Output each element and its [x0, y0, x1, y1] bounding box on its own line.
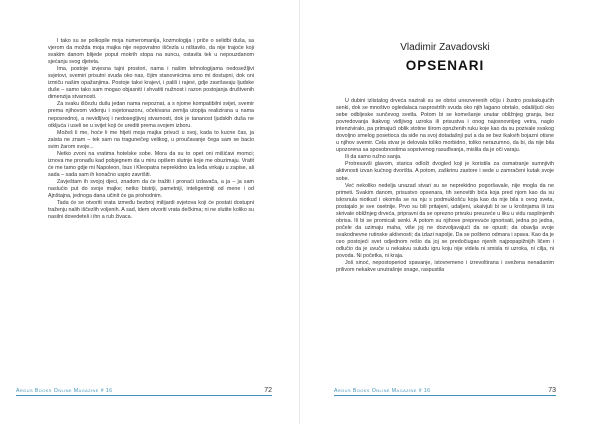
- left-footer: [16, 384, 272, 396]
- paragraph: Za svaku iščezlu dušu jedan nama nepoznat, a s njome kompatibilni svijet, svemir prema njihovom viđenju i svjetonazoru, očekivana zemlja utopija realizirana u nama neposrednoj, a nevidljivoj i nedosegljivoj stvarnosti, dok je tananost ljudskih duša ne otkljuća i useli se u svijet koji će urediti prema svojem izboru.: [48, 101, 254, 129]
- paragraph: Već nekoliko nedelja unazad stvari su se neprekidno pogoršavale, nije mogla da ne primeti. Svakim danom, prisustvo opsenara, tih senovitih bića koja pred njom kao da su iskrsnula niotkud i okomila se na nju s podmuklošću koja kao da nije bila s ovog sveta, postajalo je sve osetnije. Prvo su bili pritajeni, udaljeni, ukaivjuli bi se u krošnjama ili iza skrivale obližnjeg drveća, pripravni da se oprezno privuku preuzeće u liku u vidu rasplinjenih obrisa. Ili bi se promicali senki. A potom su njihove preprevuće ignorisati, jedna po jedna, počele da uzimaju maha, više joj ne dozvoljavajući da se opusti; da obavlja svoje svakodnevne rutinske aktivnosti; da izlazi napolje. Da se pošteno odmara i spava. Kao da je ceo postojeći svet odjednom rešio da joj se predočiugao njenih najpopapižnijih ličem i odlučio da je uvuče u nekakvu suludu igru koju nije videla ni smisla ni uzroka, ni cilja, ni povoda. Ni početka, ni kraja.: [336, 182, 554, 260]
- paragraph: Tada će se otvoriti vrata između bezbroj milijardi svjetova koji će postati dostupni traženju nalih iščezlih voljenih. A sad, idem otvoriti vrata dečkima; ni ne slutite koliko su nasilni dovedeteli i ihn a rub živaca.: [48, 200, 254, 221]
- left-body-text: [48, 38, 254, 221]
- page-number: 72: [264, 387, 272, 394]
- magazine-name: Argus Books Online Magazine # 16: [16, 388, 113, 394]
- paragraph: Netko zvoni na vratima hotelske sobe. Mora da su to opet oni mišićavi momci; iznova me pronađu kad pobjegnem da u miru opišem slutnje koje me obuzimaju. Vratit će me tamo gdje mi Napoleon, Isus i Kleopatra neprekidno iza leđa virkaju u zapise, ali sada – sada sam ih konačno uspio zavrišiti.: [48, 150, 254, 178]
- magazine-name: Argus Books Online Magazine # 16: [334, 388, 431, 394]
- paragraph: Ili da samo ružno sanja.: [345, 154, 402, 161]
- right-footer: [334, 384, 556, 396]
- paragraph: Još sinoć, nepostoperiod spavanje, istovremeno i izrevoltirana i svežena nenadanim prilivom nekakve unutrašnje snage, raspustila: [336, 260, 554, 274]
- paragraph: Ima, postoje izvjesna tajni prostori, nama i našim tehnologijama nedosežljivi svjetovi, svemiri prisutni svuda oko nas, čijim stanovnicima smo mi dostupni, dok oni izmiču našim opažanjima. Postoje takvi krajevi, i palili i rajevi, gdje završavaju ljudske duše – samo tako sam mogao objasniti i shvatiti nužnost i razon postojanja društvenih dimenzija stvarnosti.: [48, 66, 254, 101]
- paragraph: Protresavši glavom, starica odloži dvogled koji je koristila za osmatranje sumnjivih aktivnosti izvan kućnog dvorišta. A potom, zaškrinu zastore i sede u zamračeni kutak svoje sobe.: [336, 161, 554, 182]
- right-body-text: [336, 98, 554, 274]
- paragraph: Zavještam ih svojoj djeci, znadom da će tražiti i pronaći izdavača, a ja – ja sam naslućio put do svoje majke; netko bistriji, pametniji, inteligentniji od mene i od Ajnštajna, jednoga dana učinit će ga prohodnim.: [48, 178, 254, 200]
- paragraph: I tako su se polkopile moja numeromanija, kozmologija i priče o selidbi duša, sa vjerom da možda moja majka nije nepovratno iščezla u ništavilo, da nije trajoće koji svakim danom blijede poput mokrih stopa na suncu, ostavila tek u nepouzdanom sjećanju svog djeteta.: [48, 38, 254, 66]
- right-page: [300, 0, 600, 424]
- story-author: Vladimir Zavadovski: [400, 42, 490, 53]
- paragraph: Možeš li me, hoće li me htjeti moja majka privući u svoj, kada to kucne čas, ja zaista ne znam – tek sam na tragunečeg velikog, u proučavanje čega sam se bacio svim žarom svoje...: [48, 129, 254, 150]
- page-number: 73: [548, 387, 556, 394]
- story-title: OPSENARI: [405, 58, 485, 73]
- paragraph: U dubini izlistalog drveća nazirali su se obrisi unezverenih očiju i žustro poskakujućih senki, dok se mnoštvo ogledalaca rasprostrlih svuda oko njih lagano obrtalo, odašiljući oko sebe odbljeske sunčevog svetla. Potom bi se komešanje unutar obližnjeg granja, bez povredovanja ikakvog vidljivog uzroka ili prisustva i onog najosnovnijeg vetra, naglo intenziviralo, pa primajući oblik stotine širom opruženih ruku koje kao da su pozivale svakog dovoljno smelog posetioca da siđe na svoj dotadašnji put a da se bez ikakvih bojazni otisne u njihov svemir. Cela stvar je delovala toliko morbidno, toliko nerazumno, da bi, da nije bila upozorena sa sposobnostima sopstvenog rasuđivanja, mislila da je oči varaju.: [336, 98, 554, 154]
